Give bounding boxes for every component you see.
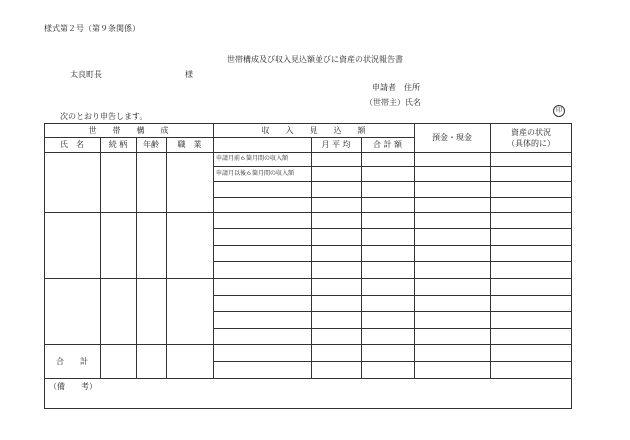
v-line-occupation [213, 123, 214, 378]
sub-line-c [213, 197, 572, 198]
applicant-name-label: （世帯主）氏名 [365, 98, 421, 107]
form-number: 様式第２号（第９条関係） [44, 24, 140, 33]
v-line-relation [136, 137, 137, 378]
sub-line-a [213, 166, 572, 167]
row-line-2 [44, 278, 572, 279]
v-line-total [414, 123, 415, 378]
header-bottom [44, 152, 572, 153]
intro-text: 次のとおり申告します。 [60, 112, 148, 121]
row-line-1 [44, 212, 572, 213]
v-line-monthly [361, 137, 362, 378]
col-name-header: 氏 名 [60, 140, 84, 149]
seal-icon: 印 [553, 105, 565, 117]
sub-line-h [213, 311, 572, 312]
assets-header-line1: 資産の状況 [511, 128, 551, 137]
sub-line-j [213, 361, 572, 362]
sub-line-d [213, 228, 572, 229]
assets-header-line2: （具体的に） [507, 139, 555, 148]
table-border-bottom [44, 408, 572, 409]
honorific: 様 [185, 70, 193, 79]
household-group-header: 世 帯 構 成 [88, 125, 169, 135]
seal-mark [553, 97, 565, 117]
savings-header: 預金・現金 [432, 133, 472, 142]
applicant-address-label: 申請者 住所 [372, 83, 420, 92]
document-title: 世帯構成及び収入見込額並びに資産の状況報告書 [227, 55, 403, 64]
income-after-label: 申請月以後６箇月間の収入額 [216, 170, 295, 177]
v-line-label [311, 137, 312, 378]
sub-line-e [213, 245, 572, 246]
remarks-label: （備 考） [49, 382, 97, 391]
col-relation-header: 続 柄 [108, 140, 128, 149]
sub-line-g [213, 295, 572, 296]
sub-line-f [213, 261, 572, 262]
recipient: 太良町長 [70, 70, 102, 79]
v-line-name [100, 137, 101, 378]
row-line-3 [44, 344, 572, 345]
sub-line-i [213, 328, 572, 329]
col-total-header: 合 計 額 [372, 140, 403, 149]
v-line-age [166, 137, 167, 378]
report-form-table [44, 123, 572, 409]
income-group-header: 収 入 見 込 額 [261, 125, 366, 135]
col-occupation-header: 職 業 [177, 140, 202, 149]
col-monthly-avg-header: 月 平 均 [321, 140, 351, 149]
v-line-savings [490, 123, 491, 378]
total-row-label: 合 計 [56, 356, 88, 366]
col-age-header: 年齢 [143, 140, 159, 149]
row-line-total [44, 378, 572, 379]
sub-line-b [213, 181, 572, 182]
income-before-label: 申請月前６箇月間の収入額 [216, 155, 289, 162]
